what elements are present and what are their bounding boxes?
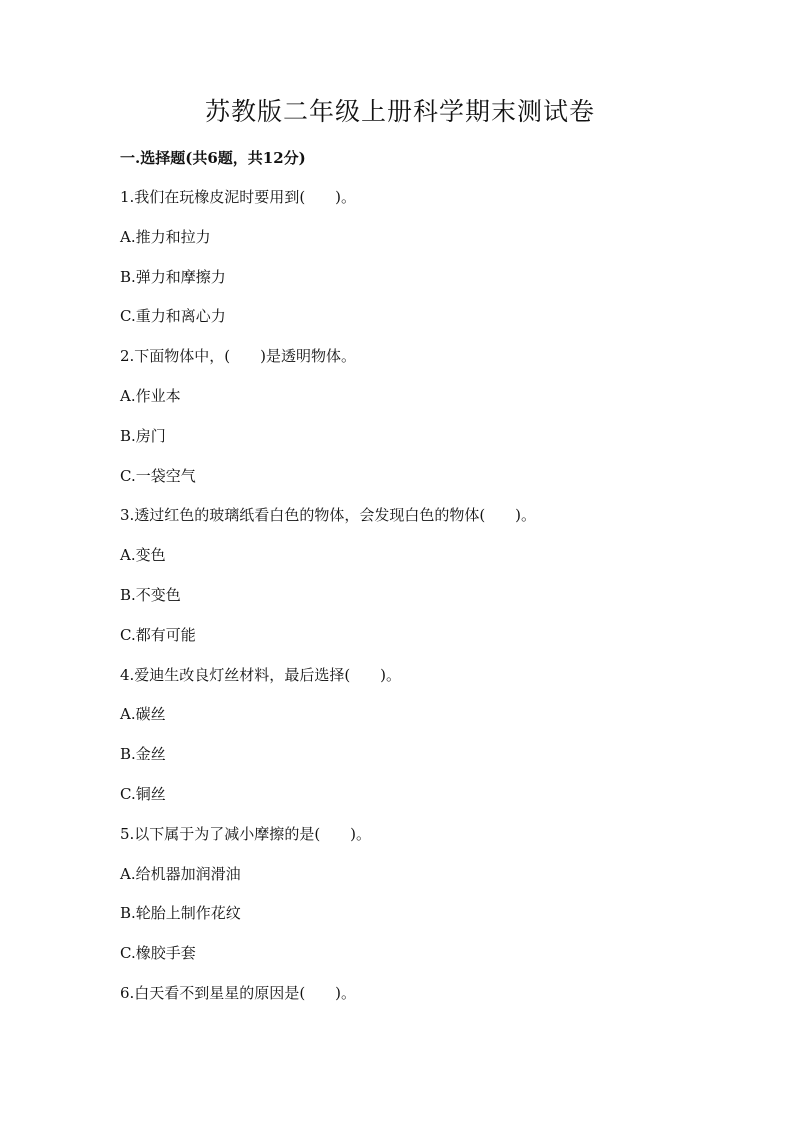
question-6: 6.白天看不到星星的原因是( )。 — [120, 983, 357, 1002]
question-2-option-b: B.房门 — [120, 426, 166, 445]
question-5: 5.以下属于为了减小摩擦的是( )。 — [120, 824, 372, 843]
question-5-option-a: A.给机器加润滑油 — [120, 864, 241, 883]
section-heading: 一.选择题(共6题，共12分) — [120, 149, 306, 167]
question-1-option-b: B.弹力和摩擦力 — [120, 267, 226, 286]
question-1-option-c: C.重力和离心力 — [120, 307, 226, 326]
question-list — [120, 185, 720, 1021]
question-5-option-c: C.橡胶手套 — [120, 944, 196, 963]
question-1: 1.我们在玩橡皮泥时要用到( )。 — [120, 188, 357, 206]
question-3-option-c: C.都有可能 — [120, 625, 196, 644]
question-2-option-a: A.作业本 — [120, 386, 181, 405]
question-2: 2.下面物体中，( )是透明物体。 — [120, 347, 357, 366]
question-4-option-b: B.金丝 — [120, 745, 166, 764]
question-3-option-a: A.变色 — [120, 546, 166, 565]
question-4: 4.爱迪生改良灯丝材料，最后选择( )。 — [120, 665, 402, 684]
question-2-option-c: C.一袋空气 — [120, 466, 196, 485]
question-3: 3.透过红色的玻璃纸看白色的物体，会发现白色的物体( )。 — [120, 506, 537, 525]
page-title: 苏教版二年级上册科学期末测试卷 — [204, 97, 595, 126]
question-5-option-b: B.轮胎上制作花纹 — [120, 904, 241, 923]
question-3-option-b: B.不变色 — [120, 585, 181, 604]
question-4-option-c: C.铜丝 — [120, 784, 166, 803]
question-4-option-a: A.碳丝 — [120, 705, 166, 724]
question-1-option-a: A.推力和拉力 — [120, 227, 211, 246]
